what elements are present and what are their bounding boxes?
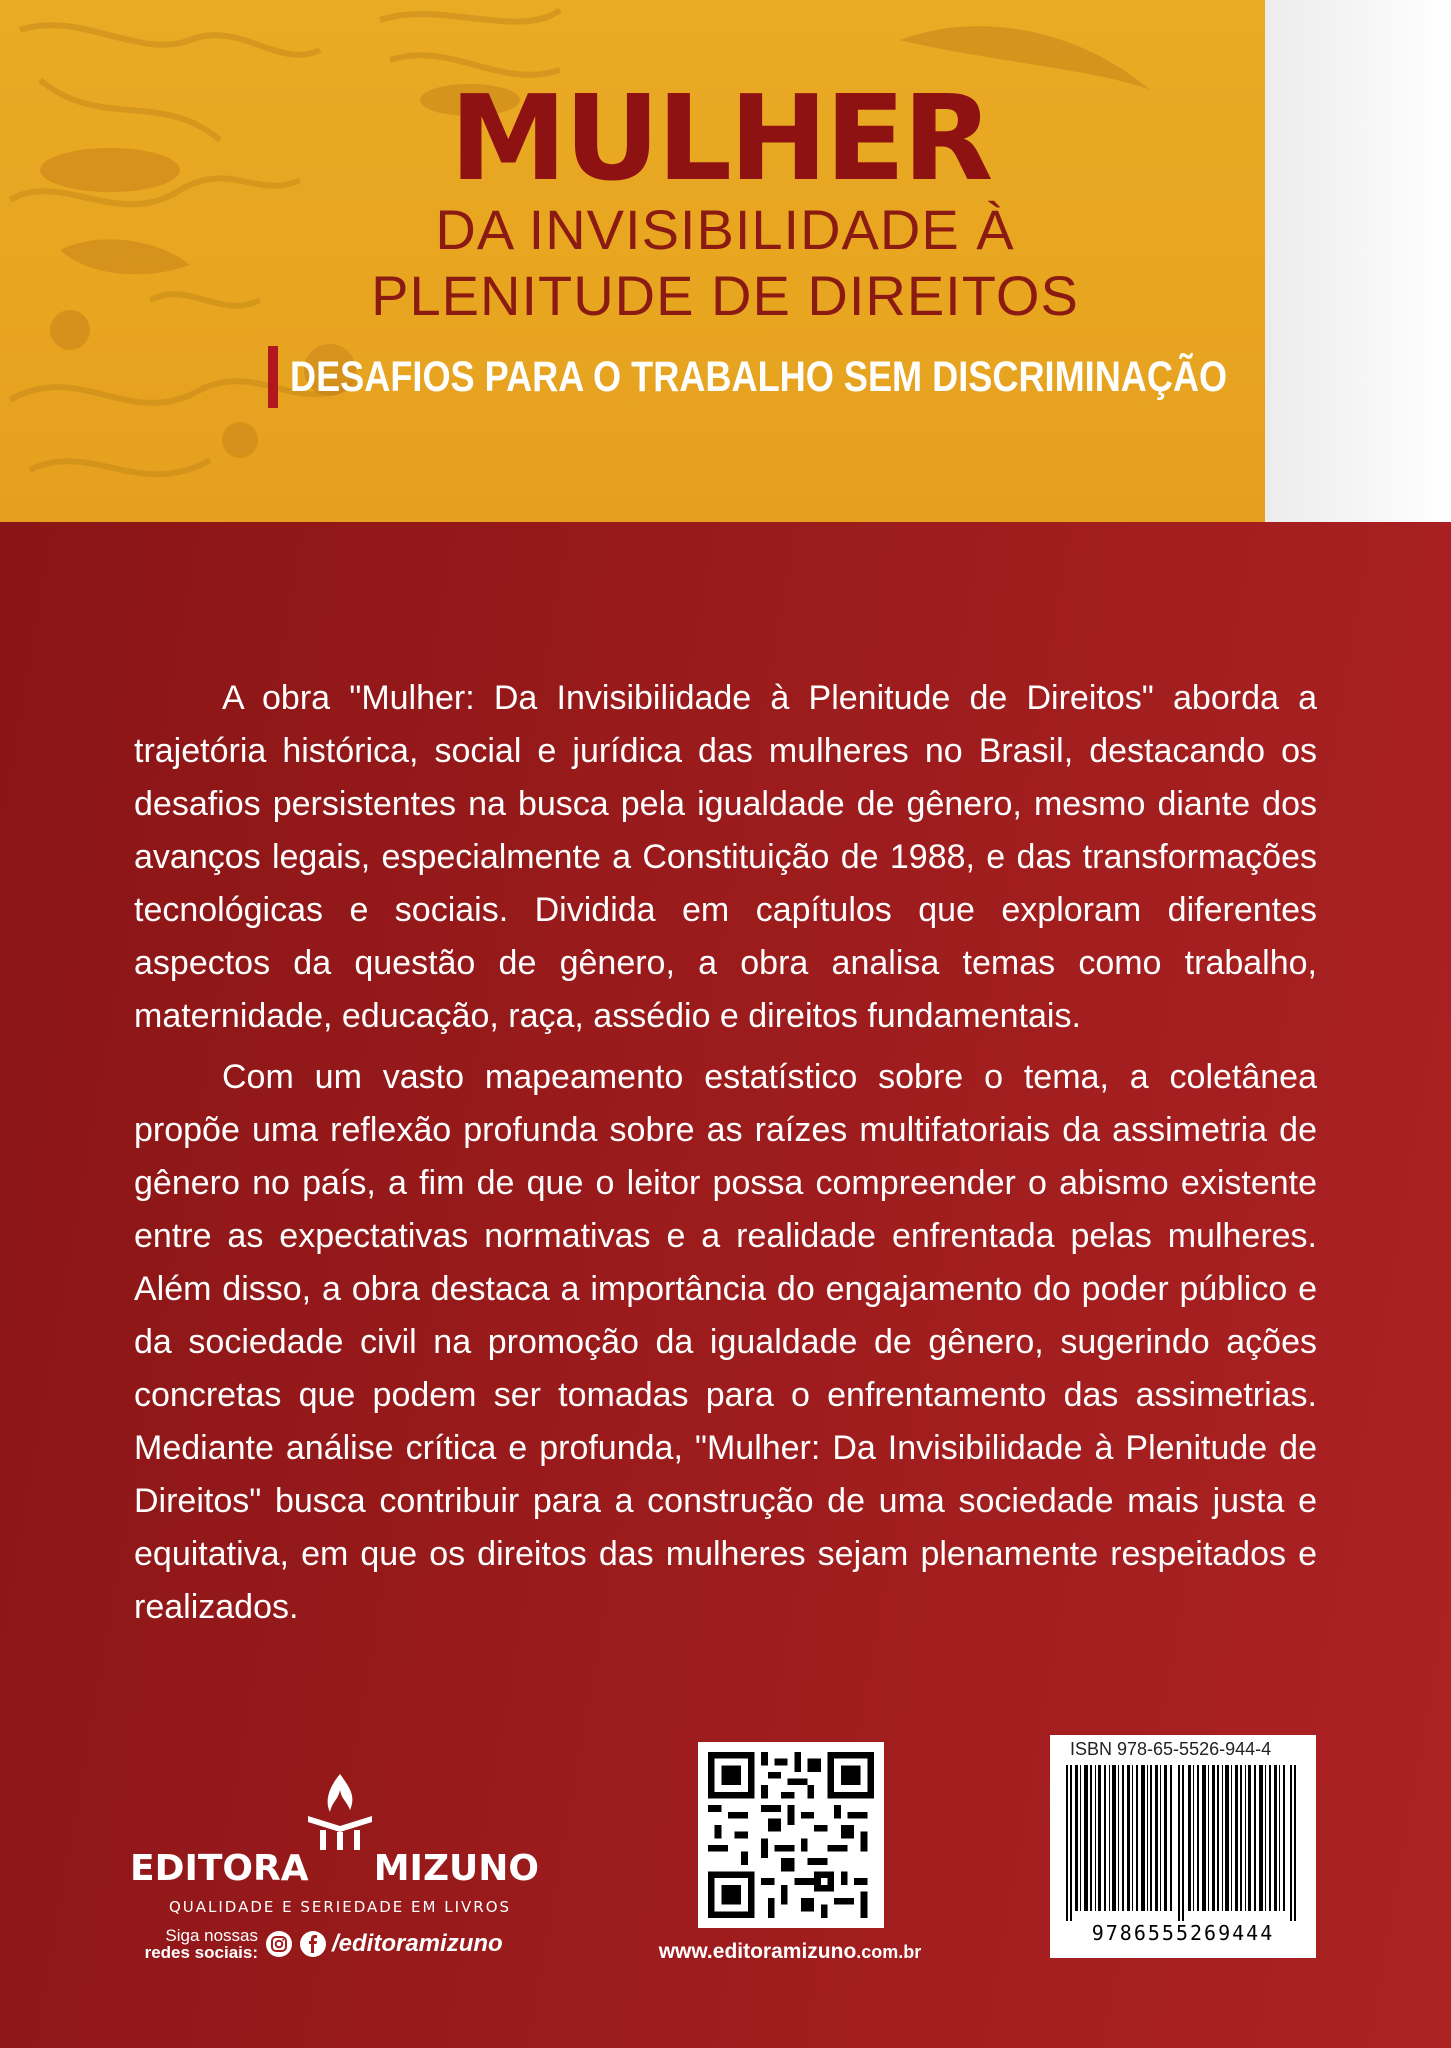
publisher-website[interactable]: [620, 1940, 960, 1964]
book-subtitle-line2: PLENITUDE DE DIREITOS: [371, 264, 1079, 327]
tagline-accent-bar: [268, 346, 278, 408]
social-label-line2: redes sociais:: [144, 1943, 258, 1962]
spine-strip: [1265, 0, 1451, 522]
instagram-icon[interactable]: [266, 1931, 292, 1957]
book-description: [134, 672, 1317, 1642]
cover-header: [0, 0, 1265, 522]
qr-code-icon: [708, 1752, 874, 1918]
book-tagline: DESAFIOS PARA O TRABALHO SEM DISCRIMINAÇÃO: [290, 353, 1228, 401]
description-paragraph-2: Com um vasto mapeamento estatístico sobre o tema, a coletânea propõe uma reflexão profunda sobre as raízes multifatoriais da assimetria de gênero no país, a fim de que o leitor possa compreender o abismo existente entre as expectativas normativas e a realidade enfrentada pelas mulheres. Além disso, a obra destaca a importância do engajamento do poder público e da sociedade civil na promoção da igualdade de gênero, sugerindo ações concretas que podem ser tomadas para o enfrentamento das assimetrias. Mediante análise crítica e profunda, "Mulher: Da Invisibilidade à Plenitude de Direitos" busca contribuir para a construção de uma sociedade mais justa e equitativa, em que os direitos das mulheres sejam plenamente respeitados e realizados.: [134, 1058, 1317, 1626]
book-subtitle-line1: DA INVISIBILIDADE À: [435, 198, 1015, 261]
barcode-icon: [1056, 1765, 1310, 1921]
social-links: [134, 1924, 503, 1964]
qr-code[interactable]: [698, 1742, 884, 1928]
publisher-name: [130, 1848, 550, 1889]
flame-logo-icon: [298, 1770, 382, 1850]
isbn-barcode-box: [1050, 1735, 1316, 1958]
website-main: www.editoramizuno: [658, 1940, 857, 1963]
isbn-digits: 9786555269444: [1091, 1921, 1275, 1945]
publisher-name-right: MIZUNO: [373, 1848, 540, 1889]
publisher-name-left: EDITORA: [130, 1848, 309, 1889]
social-label: [134, 1927, 258, 1961]
social-handle[interactable]: /editoramizuno: [332, 1930, 503, 1957]
isbn-label: ISBN 978-65-5526-944-4: [1070, 1739, 1272, 1759]
social-label-line1: Siga nossas: [165, 1926, 258, 1945]
description-paragraph-1: A obra "Mulher: Da Invisibilidade à Plenitude de Direitos" aborda a trajetória histórica, social e jurídica das mulheres no Brasil, destacando os desafios persistentes na busca pela igualdade de gênero, mesmo diante dos avanços legais, especialmente a Constituição de 1988, e das transformações tecnológicas e sociais. Dividida em capítulos que exploram diferentes aspectos da questão de gênero, a obra analisa temas como trabalho, maternidade, educação, raça, assédio e direitos fundamentais.: [134, 679, 1317, 1035]
publisher-tagline: QUALIDADE E SERIEDADE EM LIVROS: [168, 1898, 512, 1916]
facebook-icon[interactable]: [300, 1931, 326, 1957]
publisher-logo: [130, 1770, 550, 1940]
book-title: MULHER: [449, 69, 991, 207]
website-tld: .com.br: [856, 1942, 922, 1962]
